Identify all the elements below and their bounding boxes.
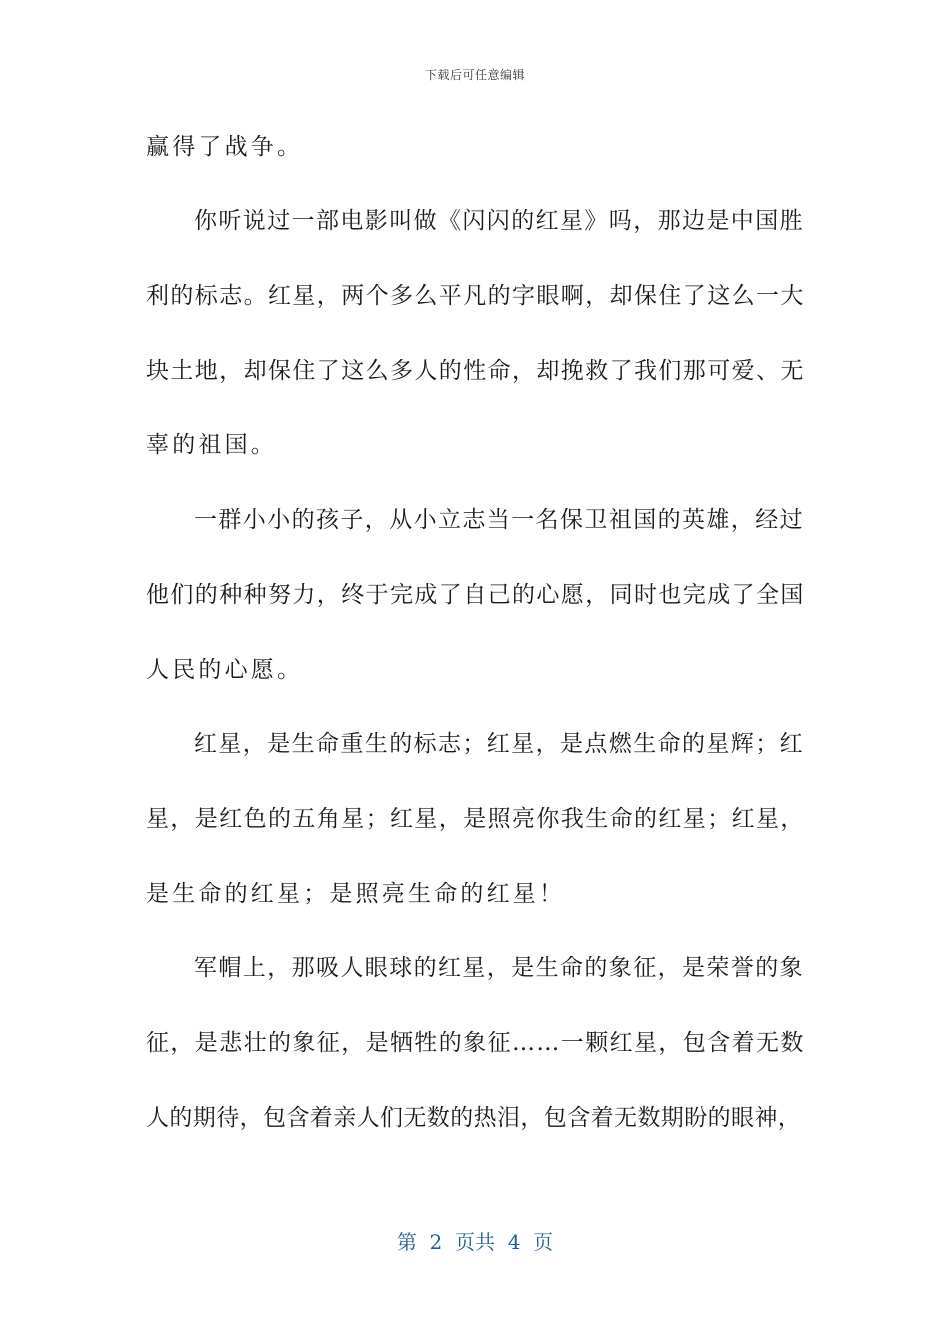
text-line: 辜的祖国。 <box>146 432 277 458</box>
page-header: 下载后可任意编辑 <box>424 68 525 82</box>
text-line: 星，是红色的五角星；红星，是照亮你我生命的红星；红星， <box>146 806 805 832</box>
text-line: 块土地，却保住了这么多人的性命，却挽救了我们那可爱、无 <box>146 358 805 384</box>
paragraph-first-line: 你听说过一部电影叫做《闪闪的红星》吗，那边是中国胜 <box>194 208 804 234</box>
text-line: 利的标志。红星，两个多么平凡的字眼啊，却保住了这么一大 <box>146 283 805 309</box>
paragraph-first-line: 一群小小的孩子，从小立志当一名保卫祖国的英雄，经过 <box>194 507 804 533</box>
text-line: 是生命的红星；是照亮生命的红星！ <box>146 881 566 907</box>
text-line: 人民的心愿。 <box>146 657 304 683</box>
paragraph-first-line: 军帽上，那吸人眼球的红星，是生命的象征，是荣誉的象 <box>194 955 804 981</box>
text-line: 人的期待，包含着亲人们无数的热泪，包含着无数期盼的眼神， <box>146 1105 802 1131</box>
text-line: 他们的种种努力，终于完成了自己的心愿，同时也完成了全国 <box>146 582 805 608</box>
text-line: 征，是悲壮的象征，是牺牲的象征……一颗红星，包含着无数 <box>146 1030 805 1056</box>
text-line: 赢得了战争。 <box>146 134 304 160</box>
page-number: 第 2 页共 4 页 <box>396 1230 554 1254</box>
paragraph-first-line: 红星，是生命重生的标志；红星，是点燃生命的星辉；红 <box>194 731 804 757</box>
